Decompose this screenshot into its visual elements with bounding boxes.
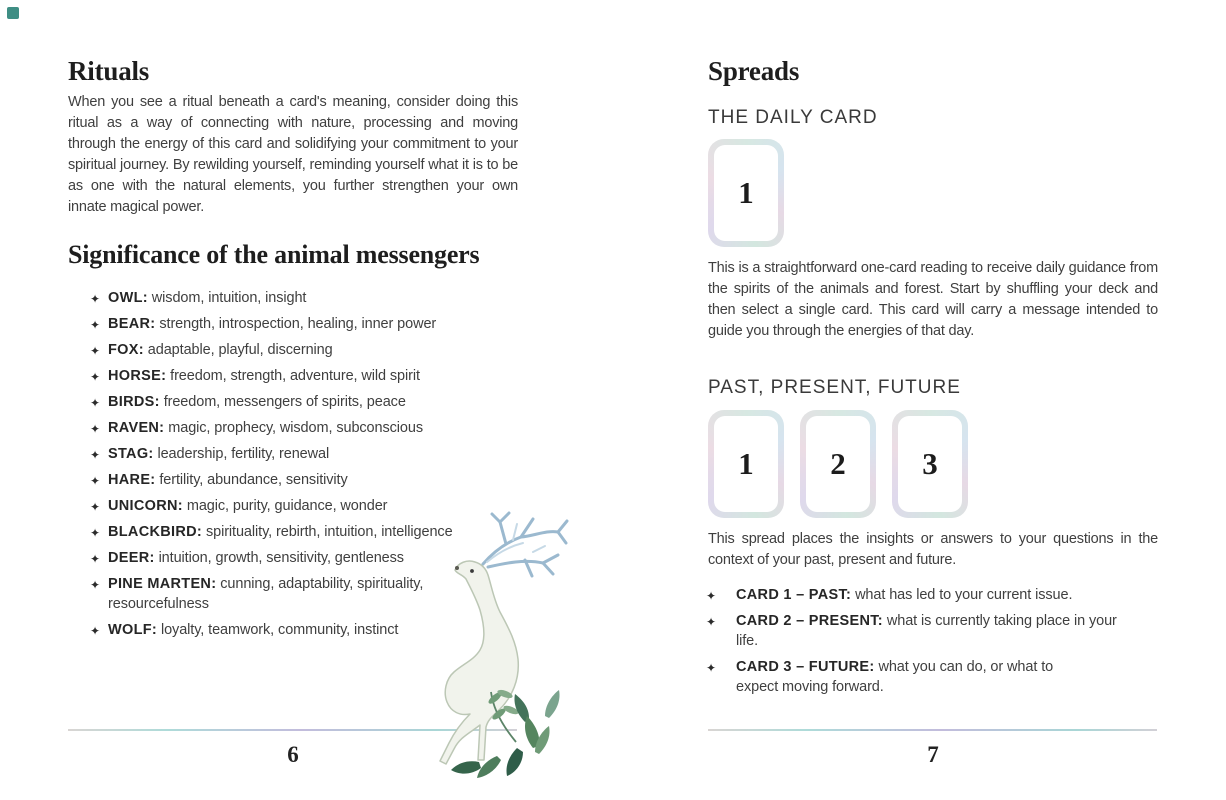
animal-desc: freedom, strength, adventure, wild spirit (170, 368, 420, 384)
spread-paragraph: This spread places the insights or answers to your questions in the context of your past, present and future. (708, 531, 1158, 568)
card-number: 1 (738, 446, 754, 481)
animal-name: STAG: (108, 446, 154, 462)
list-item (90, 418, 518, 438)
animal-name: OWL: (108, 290, 148, 306)
list-item (90, 340, 518, 360)
card-list-name: CARD 1 – PAST: (736, 587, 852, 603)
card-list-desc: what has led to your current issue. (855, 587, 1073, 603)
daily-card-heading: THE DAILY CARD (708, 107, 878, 128)
animal-desc: wisdom, intuition, insight (151, 290, 307, 306)
animal-name: PINE MARTEN: (108, 576, 217, 592)
animal-name: BIRDS: (108, 394, 160, 410)
star-bullet-icon: ✦ (706, 661, 716, 675)
card-list-desc: what is currently taking place in your life. (736, 613, 1117, 649)
list-item (90, 392, 518, 412)
star-bullet-icon: ✦ (90, 344, 100, 358)
right-page-footer-rule (708, 729, 1157, 731)
left-page-title: Rituals (68, 56, 150, 86)
list-item (90, 314, 518, 334)
spread-card-row (708, 410, 968, 518)
animal-desc: freedom, messengers of spirits, peace (163, 394, 406, 410)
animal-name: DEER: (108, 550, 155, 566)
rituals-intro-paragraph: When you see a ritual beneath a card's meaning, consider doing this ritual as a way of connecting with nature, processing and moving through the energy of this card and solidifying your commitment to your spiritual journey. By rewilding yourself, reminding yourself what it is to be as one with the natural elements, you further strengthen your own innate magical power. (68, 94, 518, 215)
animal-name: UNICORN: (108, 498, 183, 514)
animal-desc: leadership, fertility, renewal (157, 446, 330, 462)
animal-name: BLACKBIRD: (108, 524, 203, 540)
past-present-future-heading: PAST, PRESENT, FUTURE (708, 377, 961, 398)
animal-name: WOLF: (108, 622, 158, 638)
star-bullet-icon: ✦ (90, 578, 100, 592)
animal-desc: intuition, growth, sensitivity, gentleness (158, 550, 404, 566)
animal-name: RAVEN: (108, 420, 165, 436)
list-item (90, 444, 518, 464)
daily-card-paragraph: This is a straightforward one-card reading to receive daily guidance from the spirits of the animals and forest. Start by shuffling your deck and then select a single card. This card will carry a message intended to guide you through the energies of that day. (708, 260, 1158, 339)
animal-desc: loyalty, teamwork, community, instinct (160, 622, 399, 638)
list-item (706, 585, 1142, 605)
star-bullet-icon: ✦ (90, 624, 100, 638)
animal-name: HARE: (108, 472, 156, 488)
spread-card-3 (892, 410, 968, 518)
animal-messengers-heading: Significance of the animal messengers (68, 240, 480, 269)
star-bullet-icon: ✦ (90, 292, 100, 306)
star-bullet-icon: ✦ (90, 318, 100, 332)
star-bullet-icon: ✦ (90, 552, 100, 566)
card-face (714, 416, 778, 512)
card-number: 1 (738, 175, 754, 210)
animal-desc: strength, introspection, healing, inner power (159, 316, 437, 332)
list-item (90, 574, 478, 614)
right-page-number: 7 (927, 742, 939, 767)
list-item (90, 366, 518, 386)
animal-desc: spirituality, rebirth, intuition, intelligence (205, 524, 453, 540)
star-bullet-icon: ✦ (706, 615, 716, 629)
star-bullet-icon: ✦ (90, 370, 100, 384)
animal-desc: magic, prophecy, wisdom, subconscious (168, 420, 423, 436)
daily-card-placeholder (708, 139, 784, 247)
animal-name: FOX: (108, 342, 144, 358)
spread-card-1 (708, 410, 784, 518)
card-number: 2 (830, 446, 846, 481)
list-item (90, 288, 518, 308)
star-bullet-icon: ✦ (90, 422, 100, 436)
star-bullet-icon: ✦ (90, 396, 100, 410)
animal-desc: adaptable, playful, discerning (147, 342, 333, 358)
right-page-title: Spreads (708, 56, 800, 86)
card-face (714, 145, 778, 241)
card-face (898, 416, 962, 512)
card-list-name: CARD 2 – PRESENT: (736, 613, 883, 629)
card-face (806, 416, 870, 512)
left-page-number: 6 (287, 742, 299, 767)
corner-mark (7, 7, 19, 19)
list-item (706, 611, 1142, 651)
spread-card-2 (800, 410, 876, 518)
list-item (706, 657, 1096, 697)
card-list-name: CARD 3 – FUTURE: (736, 659, 875, 675)
card-list-desc: what you can do, or what to expect moving forward. (736, 659, 1054, 695)
animal-name: HORSE: (108, 368, 167, 384)
list-item (90, 470, 518, 490)
stag-illustration (421, 510, 573, 782)
animal-desc: fertility, abundance, sensitivity (159, 472, 348, 488)
star-bullet-icon: ✦ (706, 589, 716, 603)
card-number: 3 (922, 446, 938, 481)
animal-name: BEAR: (108, 316, 156, 332)
animal-desc: cunning, adaptability, spirituality, resourcefulness (108, 576, 424, 612)
spread-card-list (706, 585, 1142, 703)
animal-desc: magic, purity, guidance, wonder (186, 498, 388, 514)
star-bullet-icon: ✦ (90, 448, 100, 462)
star-bullet-icon: ✦ (90, 474, 100, 488)
star-bullet-icon: ✦ (90, 500, 100, 514)
star-bullet-icon: ✦ (90, 526, 100, 540)
